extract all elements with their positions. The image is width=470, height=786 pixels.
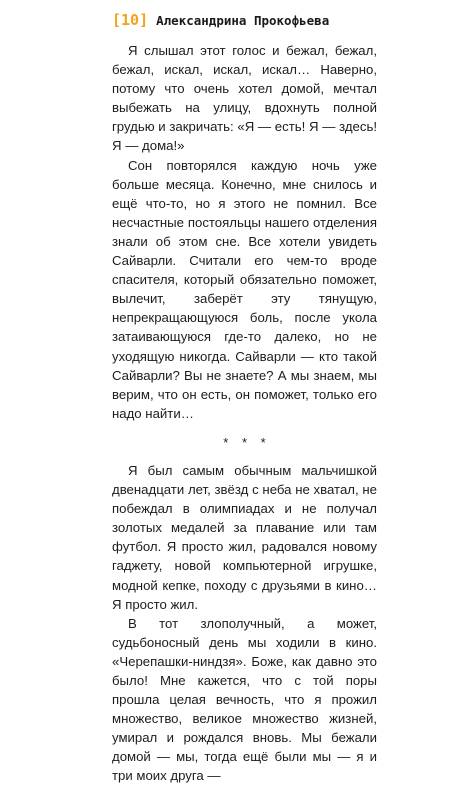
- section-separator: * * *: [223, 434, 271, 450]
- author-name: Александрина Прокофьева: [156, 13, 330, 28]
- page-number: [10]: [112, 11, 149, 29]
- paragraph: Я слышал этот голос и бежал, бежал, бежал, искал, искал, искал… Наверно, потому что очень хотел домой, мечтал выбежать на улицу, вдохнуть полной грудью и закричать: «Я — есть! Я — здесь! Я — дома!»: [112, 43, 377, 154]
- paragraph: Я был самым обычным мальчишкой двенадцати лет, звёзд с неба не хватал, не побеждал в олимпиадах и не получал золотых медалей за плавание или там футбол. Я просто жил, радовался новому гаджету, новой компьютерной игрушке, модной кепке, походу с друзьями в кино… Я просто жил.: [112, 462, 377, 612]
- running-head: [112, 11, 329, 29]
- body-text: [112, 41, 377, 786]
- paragraph: Сон повторялся каждую ночь уже больше месяца. Конечно, мне снилось и ещё что-то, но я этого не помнил. Все несчастные постояльцы нашего отделения знали об этом сне. Все хотели увидеть Сайварли. Считали его чем-то вроде спасителя, который обязательно поможет, вылечит, заберёт эту тянущую, непрекращающуюся боль, после укола затаивающуюся где-то далеко, но не уходящую никогда. Сайварли — кто такой Сайварли? Вы не знаете? А мы знаем, мы верим, что он есть, он поможет, только его надо найти…: [112, 157, 377, 421]
- paragraph: В тот злополучный, а может, судьбоносный день мы ходили в кино. «Черепашки-ниндзя». Боже, как давно это было! Мне кажется, что с той поры прошла целая вечность, что я прожил множество, великое множество жизней, умирал и рождался вновь. Мы бежали домой — мы, тогда ещё были мы — я и три моих друга —: [112, 615, 377, 784]
